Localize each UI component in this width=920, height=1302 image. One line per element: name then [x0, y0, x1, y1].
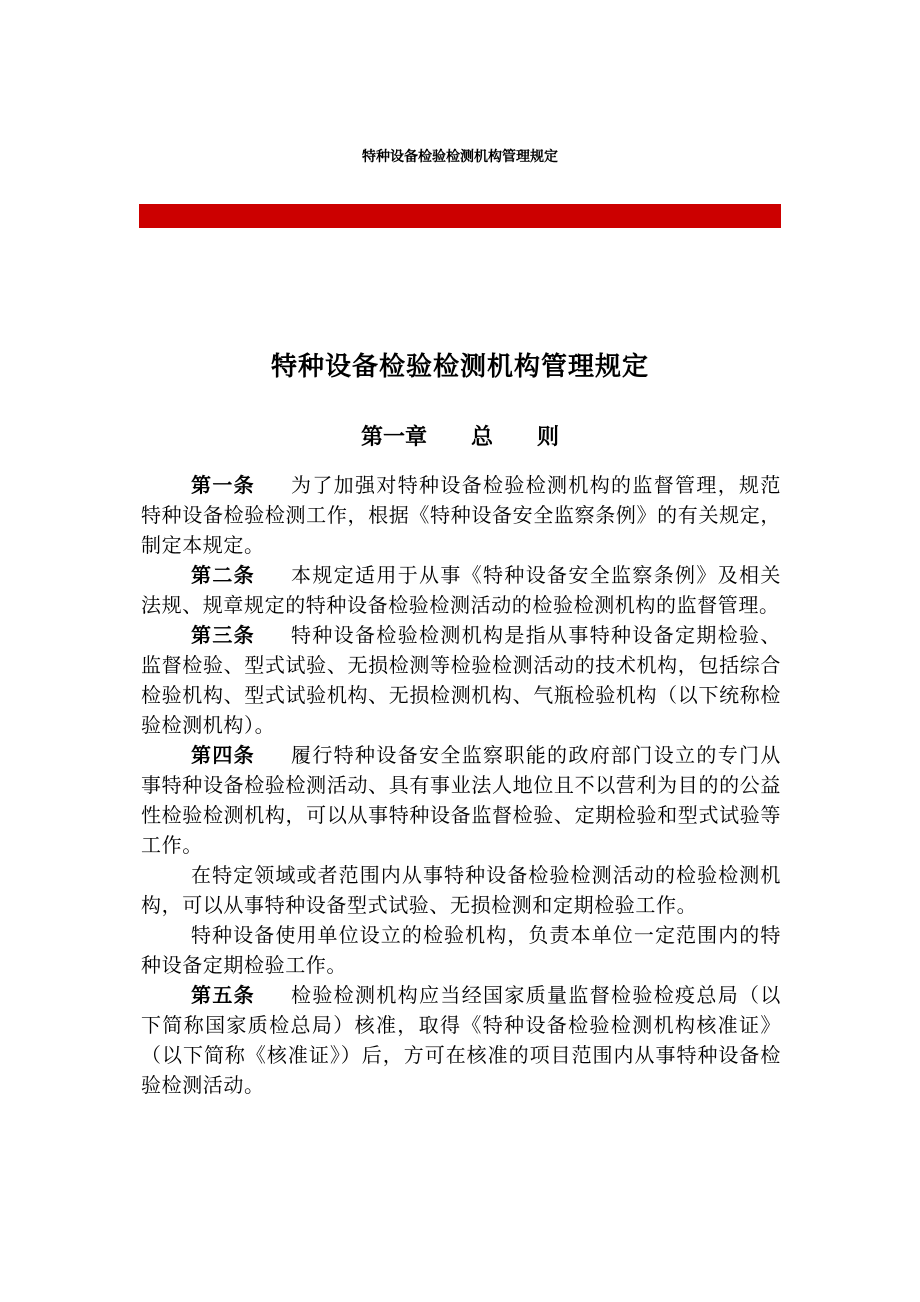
article-number: 第一条 — [191, 473, 256, 497]
chapter-heading: 第一章 总 则 — [360, 425, 559, 450]
body-paragraph — [141, 860, 781, 920]
article-paragraph — [141, 740, 781, 860]
paragraph-text: 特种设备使用单位设立的检验机构，负责本单位一定范围内的特种设备定期检验工作。 — [141, 923, 781, 977]
article-paragraph — [141, 470, 781, 560]
article-paragraph — [141, 620, 781, 740]
article-number: 第四条 — [191, 743, 256, 767]
article-text: 为了加强对特种设备检验检测机构的监督管理，规范特种设备检验检测工作，根据《特种设备安全监察条例》的有关规定，制定本规定。 — [141, 473, 781, 557]
running-header-title: 特种设备检验检测机构管理规定 — [362, 149, 558, 165]
article-text: 特种设备检验检测机构是指从事特种设备定期检验、监督检验、型式试验、无损检测等检验检测活动的技术机构，包括综合检验机构、型式试验机构、无损检测机构、气瓶检验机构（以下统称检验检测机构）。 — [141, 623, 781, 737]
article-number: 第三条 — [191, 623, 256, 647]
article-text: 本规定适用于从事《特种设备安全监察条例》及相关法规、规章规定的特种设备检验检测活动的检验检测机构的监督管理。 — [141, 563, 781, 617]
article-number: 第五条 — [191, 983, 256, 1007]
header-divider-bar — [139, 204, 781, 228]
document-body — [141, 470, 781, 1100]
article-paragraph — [141, 560, 781, 620]
document-title: 特种设备检验检测机构管理规定 — [270, 352, 649, 382]
body-paragraph — [141, 920, 781, 980]
article-number: 第二条 — [191, 563, 256, 587]
paragraph-text: 在特定领域或者范围内从事特种设备检验检测活动的检验检测机构，可以从事特种设备型式试验、无损检测和定期检验工作。 — [141, 863, 781, 917]
article-paragraph — [141, 980, 781, 1100]
article-text: 履行特种设备安全监察职能的政府部门设立的专门从事特种设备检验检测活动、具有事业法人地位且不以营利为目的的公益性检验检测机构，可以从事特种设备监督检验、定期检验和型式试验等工作。 — [141, 743, 781, 857]
article-text: 检验检测机构应当经国家质量监督检验检疫总局（以下简称国家质检总局）核准，取得《特种设备检验检测机构核准证》（以下简称《核准证》）后，方可在核准的项目范围内从事特种设备检验检测活动。 — [141, 983, 781, 1097]
